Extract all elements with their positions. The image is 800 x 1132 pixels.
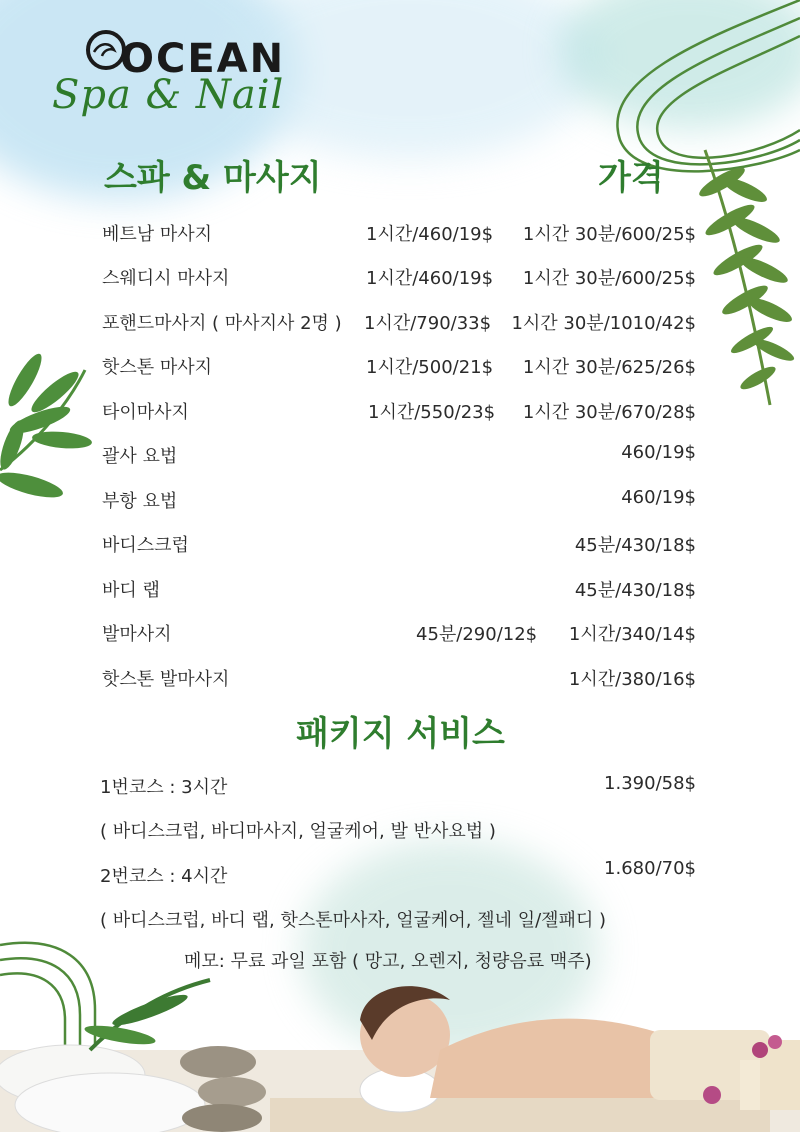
service-name: 타이마사지 [102,402,189,423]
service-name: 핫스톤 발마사지 [102,669,230,690]
package-section-title: 패키지 서비스 [296,714,505,754]
memo-text: 메모: 무료 과일 포함 ( 망고, 오렌지, 청량음료 맥주) [184,951,592,972]
service-name: 부항 요법 [102,491,178,512]
package-name: 2번코스 : 4시간 [100,866,228,887]
service-name: 바디 랩 [102,580,160,601]
service-name: 스웨디시 마사지 [102,268,230,289]
curved-stripes-top-right [617,0,800,171]
service-name: 베트남 마사지 [102,224,213,245]
service-price-b: 1시간 30분/1010/42$ [511,313,696,334]
bottom-spa-scene [0,980,800,1132]
service-price-a: 1시간/790/33$ [364,313,492,334]
spa-section-title: 스파 & 마사지 [104,158,322,198]
package-price: 1.680/70$ [604,858,696,879]
brand-name: OCEAN [120,36,286,82]
service-price-b: 1시간 30분/670/28$ [522,402,696,423]
fern-icon [696,150,796,405]
price-heading: 가격 [598,158,664,198]
service-price-b: 460/19$ [621,442,696,463]
service-price-a: 45분/290/12$ [416,624,538,645]
service-price-b: 1시간/340/14$ [568,624,696,645]
package-details: ( 바디스크럽, 바디마사지, 얼굴케어, 발 반사요법 ) [100,821,496,842]
service-name: 핫스톤 마사지 [102,357,213,378]
package-details: ( 바디스크럽, 바디 랩, 핫스톤마사자, 얼굴케어, 젤네 일/젤패디 ) [100,910,607,931]
service-name: 포핸드마사지 ( 마사지사 2명 ) [102,313,342,334]
service-name: 괄사 요법 [102,446,178,467]
service-price-b: 45분/430/18$ [574,535,696,556]
service-price-a: 1시간/460/19$ [366,268,494,289]
service-price-b: 1시간/380/16$ [568,669,696,690]
service-price-a: 1시간/500/21$ [366,357,494,378]
leaf-cluster-icon [0,350,93,502]
service-price-b: 1시간 30분/600/25$ [522,268,696,289]
package-name: 1번코스 : 3시간 [100,777,228,798]
service-price-b: 45분/430/18$ [574,580,696,601]
service-name: 발마사지 [102,624,172,645]
service-price-a: 1시간/460/19$ [366,224,494,245]
brand-subtitle: Spa & Nail [52,72,285,118]
service-price-b: 460/19$ [621,487,696,508]
curved-stripes-bottom-left [0,943,95,1060]
package-price: 1.390/58$ [604,773,696,794]
service-price-b: 1시간 30분/625/26$ [522,357,696,378]
service-name: 바디스크럽 [102,535,189,556]
service-price-b: 1시간 30분/600/25$ [522,224,696,245]
service-price-a: 1시간/550/23$ [368,402,496,423]
